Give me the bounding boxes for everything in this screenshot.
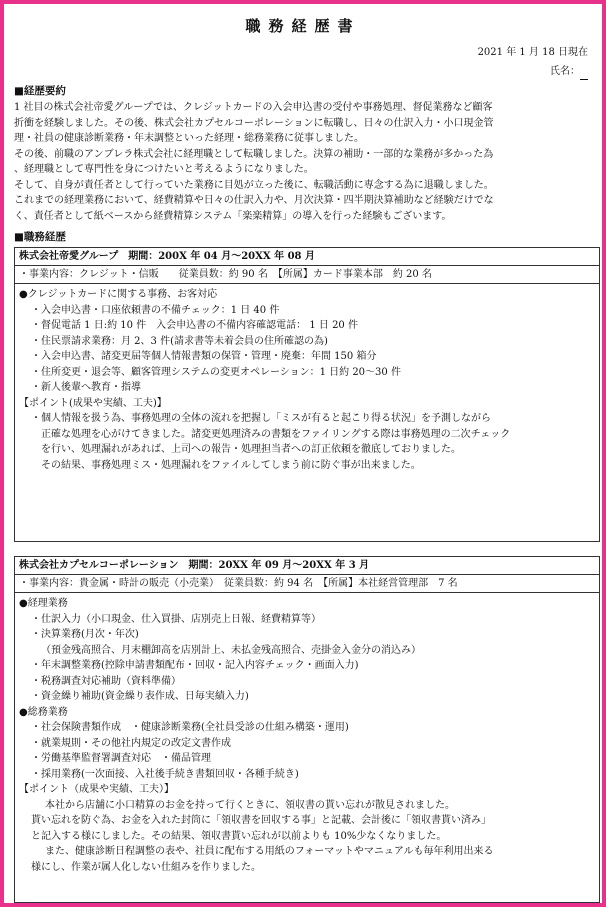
point-text: 貰い忘れを防ぐ為、お金を入れた封筒に「領収書を回収する事」と記載、会計後に「領収書貰い済み」 (31, 815, 491, 826)
duty-item: ・社会保険書類作成 ・健康診断業務(全社員受診の仕組み構築・運用) (31, 722, 349, 733)
point-text: 様にし、作業が属人化しない仕組みを作りました。 (31, 861, 261, 873)
company-title: 株式会社帝愛グループ 期間：200X 年 04 月〜20XX 年 08 月 (15, 248, 599, 266)
duty-category: ●総務業務 (19, 706, 68, 718)
duty-item: ・採用業務(一次面接、入社後手続き書類回収・各種手続き) (31, 768, 299, 780)
summary-line: 、経理職として専門性を身につけたいと考えるようになりました。 (14, 164, 314, 175)
summary-line: そして、自身が責任者として行っていた業務に目処が立った後に、転職活動に専念する為に退職しました。 (14, 179, 494, 191)
document-title: 職務経歴書 (245, 17, 361, 35)
duty-item: ・税務調査対応補助（資料準備） (31, 675, 181, 687)
duty-item: ・住所変更・退会等、顧客管理システムの変更オペレーション：1 日約 20〜30 件 (31, 366, 401, 378)
summary-line: 理・社員の健康診断業務・年末調整といった経理・総務業務に従事しました。 (14, 133, 364, 144)
name-row (550, 64, 588, 80)
summary-line: く、責任者として紙ベースから経費精算システム「楽楽精算」の導入を行った経験もございます。 (14, 210, 452, 222)
duty-item: ・督促電話 1 日:約 10 件 入会申込書の不備内容確認電話： 1 日 20 件 (31, 320, 358, 331)
company-overview: ・事業内容：クレジット・信販 従業員数：約 90 名 【所属】カード事業本部 約 20 名 (15, 266, 599, 284)
summary-line: その後、前職のアンブレラ株式会社に経理職として転職しました。決算の補助・一部的な業務が多かった為 (14, 148, 494, 160)
name-label: 氏名： (550, 66, 580, 77)
duty-item: ・仕訳入力（小口現金、仕入買掛、店別売上日報、経費精算等） (31, 613, 321, 625)
point-text: 本社から店舗に小口精算のお金を持って行くときに、領収書の貰い忘れが散見されました。 (45, 799, 455, 811)
company-block-teiai (14, 247, 600, 542)
point-text: と記入する様にしました。その結果、領収書貰い忘れが以前よりも 10%少なくなりました。 (31, 830, 447, 842)
duty-item: （預金残高照合、月末棚卸高を店別計上、未払金残高照合、売掛金入金分の消込み） (41, 644, 421, 656)
duty-item: ・入会申込書・口座依頼書の不備チェック：1 日 40 件 (31, 304, 280, 316)
career-heading: ■職務経歴 (14, 231, 66, 243)
summary-line: これまでの経理業務において、経費精算や日々の仕訳入力や、月次決算・四半期決算補助など経験だけでな (14, 195, 494, 206)
duty-item: ・資金繰り補助(資金繰り表作成、日毎実績入力) (31, 691, 249, 702)
document-date: 2021 年 1 月 18 日現在 (477, 47, 588, 58)
point-heading: 【ポイント（成果や実績、工夫）】 (19, 784, 174, 795)
summary-text (14, 100, 598, 224)
summary-line: 1 社目の株式会社帝愛グループでは、クレジットカードの入会申込書の受付や事務処理、督促業務など顧客 (14, 102, 493, 113)
duty-item: ・労働基準監督署調査対応 ・備品管理 (31, 753, 211, 764)
duty-item: ・住民票請求業務：月 2、3 件(請求書等未着会員の住所確認の為) (31, 335, 328, 347)
duty-item: ・入会申込書、諸変更届等個人情報書類の保管・管理・廃棄：年間 150 箱分 (31, 351, 377, 362)
point-heading: 【ポイント(成果や実績、工夫)】 (19, 397, 167, 409)
duty-item: ・決算業務(月次・年次) (31, 629, 139, 640)
company-overview: ・事業内容：貴金属・時計の販売（小売業） 従業員数：約 94 名 【所属】本社経営管理部 7 名 (15, 575, 599, 593)
point-text: 正確な処理を心がけてきました。諸変更処理済みの書類をファイリングする際は事務処理の二次チェック (41, 428, 511, 440)
duty-category: ●クレジットカードに関する事務、お客対応 (19, 289, 218, 300)
company-duties (15, 593, 599, 875)
company-title: 株式会社カプセルコーポレーション 期間：20XX 年 09 月〜20XX 年 3 月 (15, 557, 599, 575)
duty-item: ・新人後輩へ教育・指導 (31, 382, 141, 393)
point-text: を行い、処理漏れがあれば、上司への報告・処理担当者への訂正依頼を徹底しておりました。 (41, 444, 461, 455)
summary-heading: ■経歴要約 (14, 85, 66, 97)
point-text: また、健康診断日程調整の表や、社員に配布する用紙のフォーマットやマニュアルも毎年利用出来る (45, 846, 494, 857)
point-text: ・個人情報を扱う為、事務処理の全体の流れを把握し「ミスが有ると起こり得る状況」を予測しながら (31, 413, 491, 424)
summary-line: 折衝を経験しました。その後、株式会社カプセルコーポレーションに転職し、日々の仕訳入力・小口現金管 (14, 117, 494, 129)
name-blank (580, 68, 588, 80)
point-text: その結果、事務処理ミス・処理漏れをファイルしてしまう前に防ぐ事が出来ました。 (41, 459, 421, 471)
duty-item: ・就業規則・その他社内規定の改定文書作成 (31, 737, 231, 749)
duty-category: ●経理業務 (19, 598, 68, 609)
duty-item: ・年末調整業務(控除申請書類配布・回収・記入内容チェック・画面入力) (31, 660, 359, 671)
company-duties (15, 284, 599, 473)
company-block-capsule (14, 556, 600, 903)
